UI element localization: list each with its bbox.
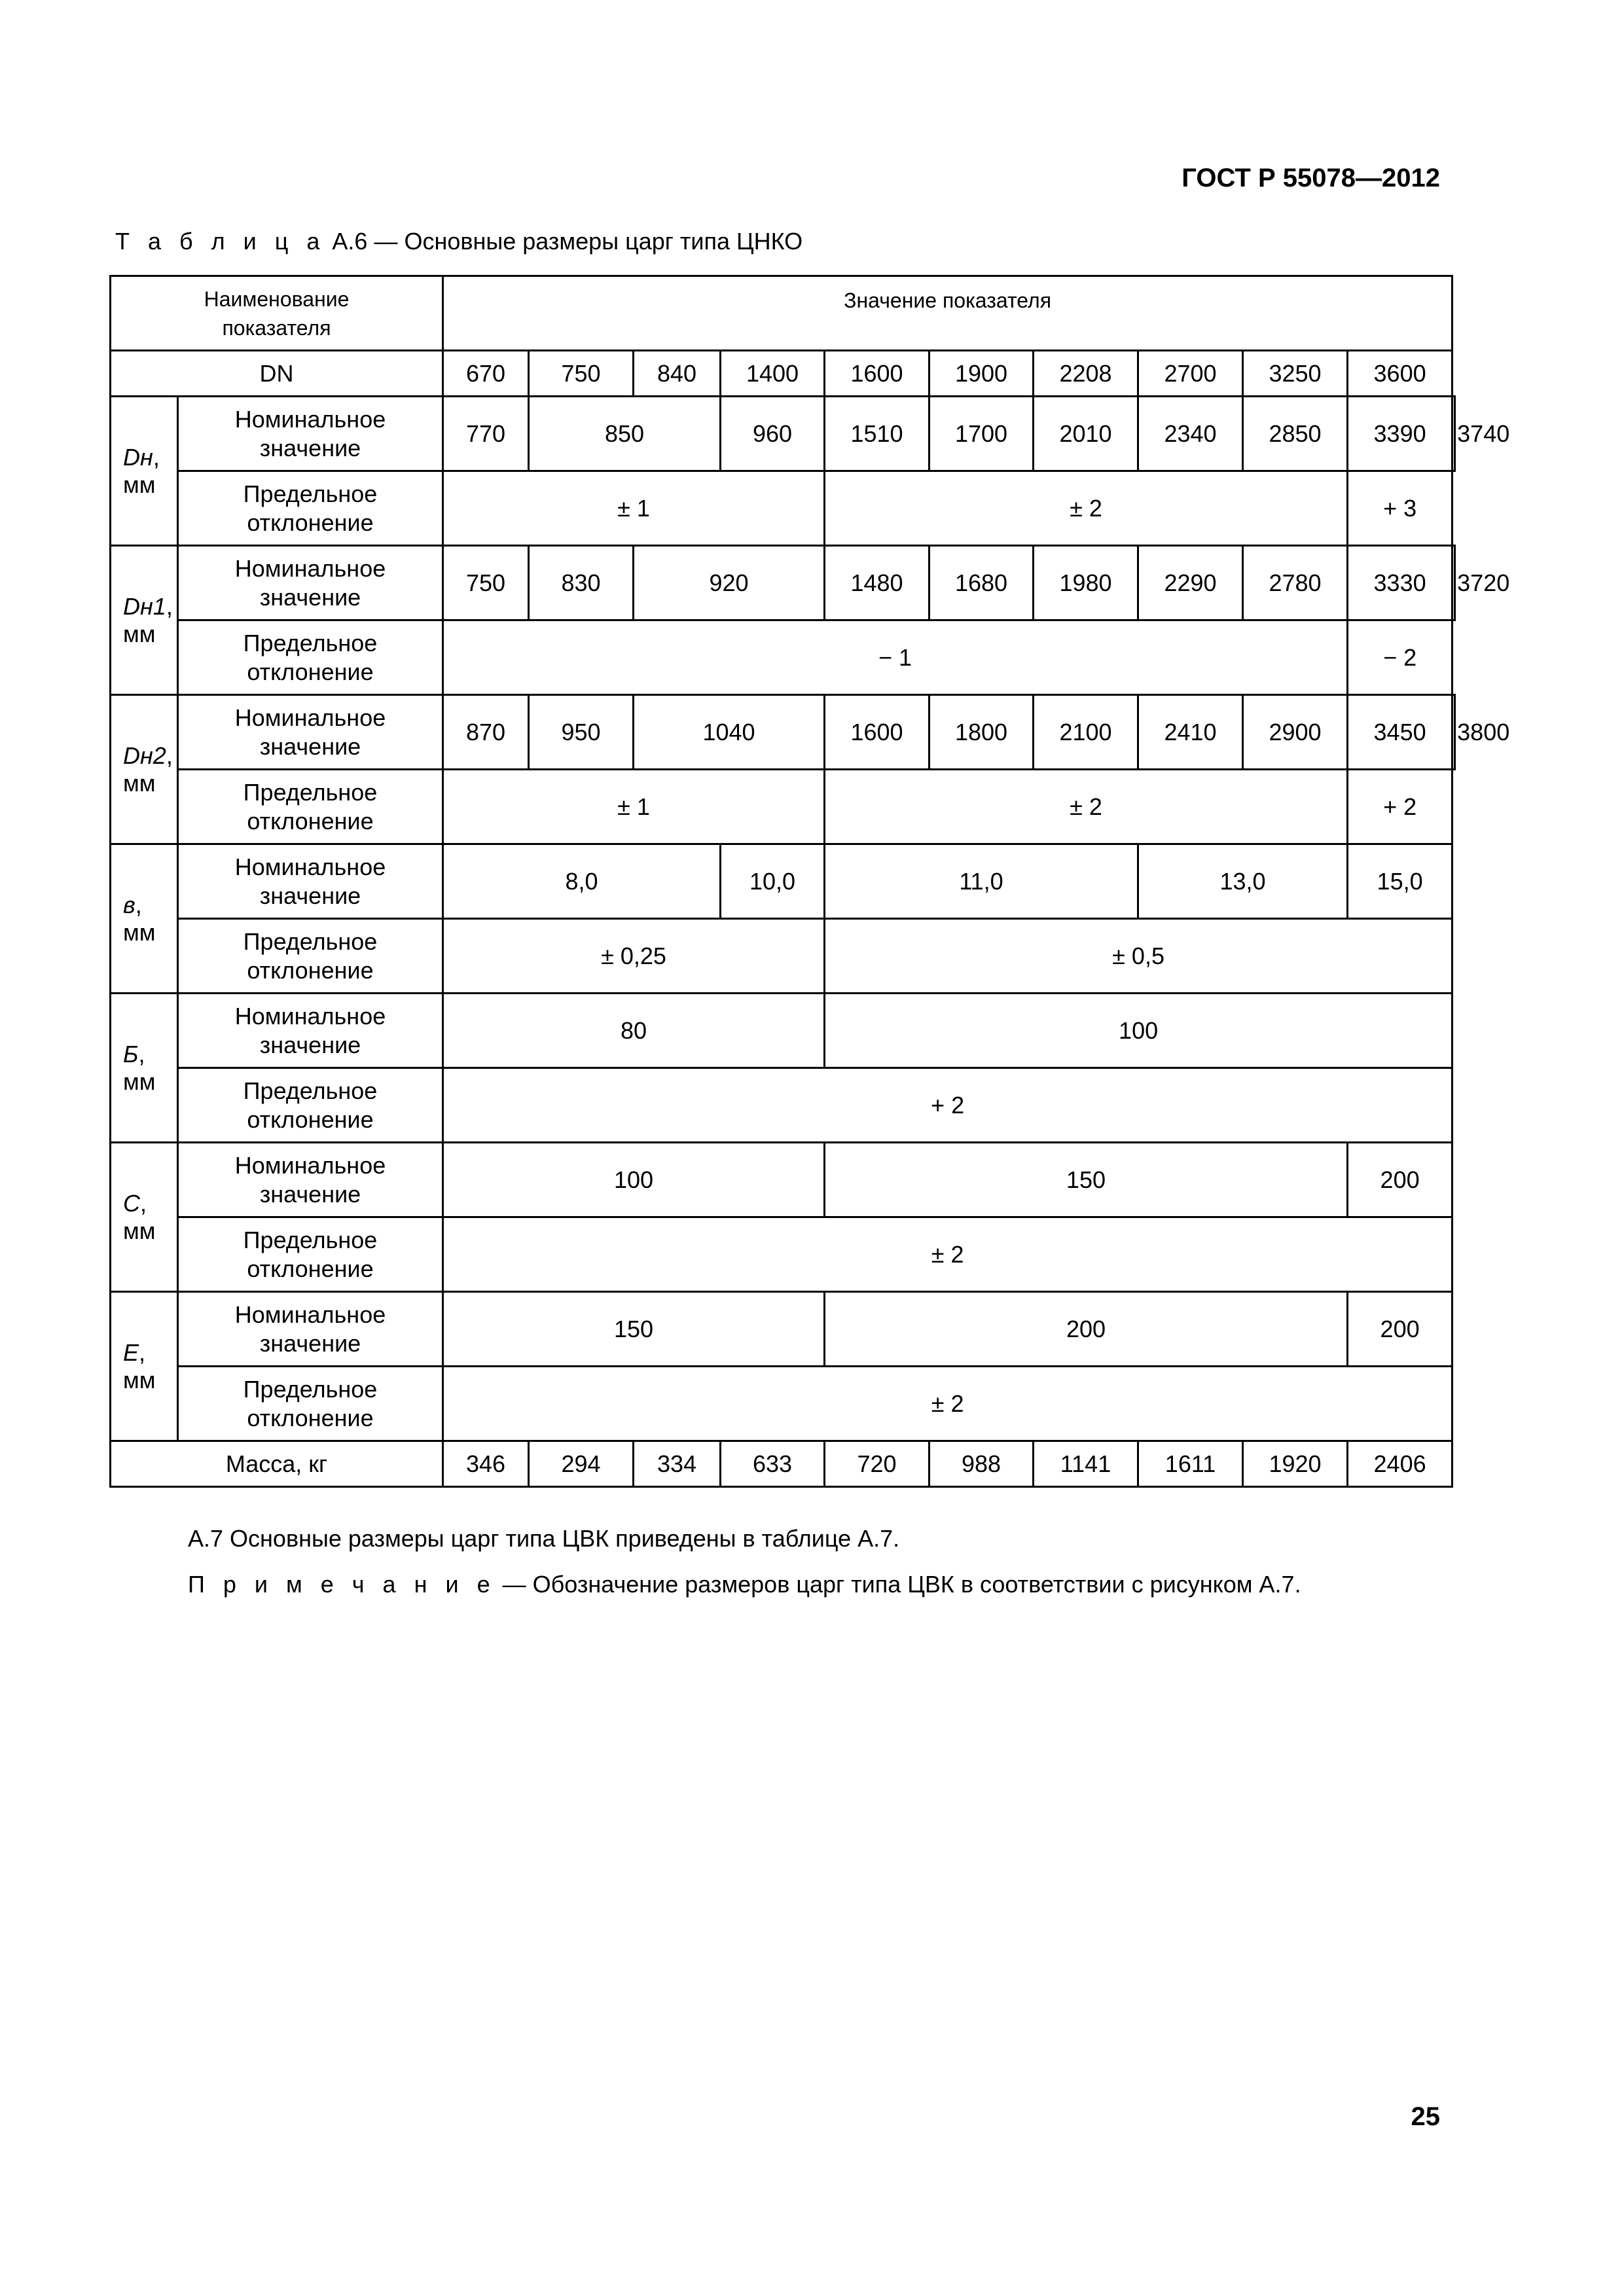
deviation-label-line1: Предельное xyxy=(243,1375,378,1403)
value-cell: 1700 xyxy=(929,397,1034,471)
mass-cell: 334 xyxy=(634,1441,721,1487)
nominal-label xyxy=(178,994,443,1068)
param-v: в, мм xyxy=(111,844,178,994)
nominal-label-line2: значение xyxy=(259,1031,361,1058)
standard-header: ГОСТ Р 55078—2012 xyxy=(1182,164,1440,192)
value-cell: 3450 xyxy=(1348,695,1453,770)
value-cell: 750 xyxy=(443,546,529,620)
note-prefix: П р и м е ч а н и е xyxy=(188,1571,496,1598)
nominal-label-line1: Номинальное xyxy=(234,1300,386,1328)
deviation-label xyxy=(178,471,443,546)
value-cell: 1510 xyxy=(825,397,929,471)
value-cell: 2340 xyxy=(1138,397,1243,471)
table-caption xyxy=(115,228,803,255)
nominal-label-line1: Номинальное xyxy=(234,1002,386,1030)
nominal-label xyxy=(178,397,443,471)
dimensions-table xyxy=(109,275,1510,1488)
value-cell: ± 2 xyxy=(825,471,1348,546)
dn-cell: 2700 xyxy=(1138,351,1243,397)
param-unit: мм xyxy=(123,1366,156,1393)
value-cell: 960 xyxy=(721,397,825,471)
value-cell: 2410 xyxy=(1138,695,1243,770)
mass-cell: 720 xyxy=(825,1441,929,1487)
value-cell: + 2 xyxy=(1348,770,1453,844)
header-name-cell xyxy=(111,276,443,351)
paragraph-a7: А.7 Основные размеры царг типа ЦВК приведены в таблице А.7. xyxy=(188,1525,900,1552)
deviation-label-line1: Предельное xyxy=(243,480,378,507)
deviation-label xyxy=(178,770,443,844)
value-cell: 920 xyxy=(634,546,825,620)
value-cell: − 1 xyxy=(443,620,1348,695)
dn-cell: 3250 xyxy=(1243,351,1348,397)
value-cell: 3720 xyxy=(1453,546,1455,620)
mass-cell: 1611 xyxy=(1138,1441,1243,1487)
value-cell: 13,0 xyxy=(1138,844,1348,919)
header-value-cell: Значение показателя xyxy=(443,276,1453,351)
mass-cell: 1141 xyxy=(1034,1441,1138,1487)
c-deviation-row xyxy=(111,1217,1455,1292)
nominal-label xyxy=(178,1292,443,1367)
value-cell: 2850 xyxy=(1243,397,1348,471)
value-cell: 8,0 xyxy=(443,844,721,919)
value-cell: ± 1 xyxy=(443,471,825,546)
dn-cell: 2208 xyxy=(1034,351,1138,397)
deviation-label xyxy=(178,1217,443,1292)
param-b: Б, мм xyxy=(111,994,178,1143)
value-cell: 2010 xyxy=(1034,397,1138,471)
value-cell: 150 xyxy=(443,1292,825,1367)
dn-cell: 1900 xyxy=(929,351,1034,397)
v-nominal-row xyxy=(111,844,1455,919)
dn-cell: 3600 xyxy=(1348,351,1453,397)
value-cell: 870 xyxy=(443,695,529,770)
param-symbol: Б xyxy=(123,1040,139,1067)
value-cell: 11,0 xyxy=(825,844,1138,919)
param-symbol: С xyxy=(123,1189,140,1217)
param-unit: мм xyxy=(123,769,156,797)
b-nominal-row xyxy=(111,994,1455,1068)
page-number: 25 xyxy=(1411,2102,1440,2131)
mass-cell: 2406 xyxy=(1348,1441,1453,1487)
value-cell: ± 0,25 xyxy=(443,919,825,994)
header-row xyxy=(111,276,1455,351)
nominal-label-line1: Номинальное xyxy=(234,1151,386,1179)
dn-cell: 750 xyxy=(529,351,634,397)
b-deviation-row xyxy=(111,1068,1455,1143)
param-dn-outer: Dн, мм xyxy=(111,397,178,546)
value-cell: 80 xyxy=(443,994,825,1068)
mass-row xyxy=(111,1441,1455,1487)
deviation-label xyxy=(178,1367,443,1441)
deviation-label-line1: Предельное xyxy=(243,1077,378,1104)
param-unit: мм xyxy=(123,471,156,498)
value-cell: 830 xyxy=(529,546,634,620)
dn-row xyxy=(111,351,1455,397)
value-cell: + 3 xyxy=(1348,471,1453,546)
param-symbol: Dн2 xyxy=(123,742,166,769)
nominal-label-line2: значение xyxy=(259,1329,361,1357)
value-cell: − 2 xyxy=(1348,620,1453,695)
value-cell: ± 0,5 xyxy=(825,919,1453,994)
value-cell: ± 2 xyxy=(825,770,1348,844)
param-symbol: в xyxy=(123,891,135,918)
value-cell: 1680 xyxy=(929,546,1034,620)
mass-cell: 633 xyxy=(721,1441,825,1487)
dn2-deviation-row xyxy=(111,770,1455,844)
note xyxy=(188,1571,1301,1598)
value-cell: 3800 xyxy=(1453,695,1455,770)
caption-prefix: Т а б л и ц а xyxy=(115,228,326,255)
value-cell: 15,0 xyxy=(1348,844,1453,919)
value-cell: 200 xyxy=(825,1292,1348,1367)
dn-cell: 1400 xyxy=(721,351,825,397)
mass-cell: 294 xyxy=(529,1441,634,1487)
deviation-label-line1: Предельное xyxy=(243,1226,378,1253)
value-cell: 850 xyxy=(529,397,721,471)
deviation-label-line1: Предельное xyxy=(243,927,378,955)
deviation-label-line2: отклонение xyxy=(247,1105,374,1133)
nominal-label-line1: Номинальное xyxy=(234,704,386,731)
dn2-nominal-row xyxy=(111,695,1455,770)
param-symbol: Е xyxy=(123,1338,139,1366)
value-cell: 200 xyxy=(1348,1292,1453,1367)
deviation-label-line2: отклонение xyxy=(247,1255,374,1282)
dn1-deviation-row xyxy=(111,620,1455,695)
value-cell: 2780 xyxy=(1243,546,1348,620)
param-unit: мм xyxy=(123,918,156,946)
v-deviation-row xyxy=(111,919,1455,994)
nominal-label xyxy=(178,546,443,620)
param-e: Е, мм xyxy=(111,1292,178,1441)
deviation-label-line2: отклонение xyxy=(247,509,374,536)
value-cell: 770 xyxy=(443,397,529,471)
deviation-label-line2: отклонение xyxy=(247,1404,374,1431)
param-unit: мм xyxy=(123,1217,156,1244)
value-cell: 1800 xyxy=(929,695,1034,770)
deviation-label xyxy=(178,919,443,994)
c-nominal-row xyxy=(111,1143,1455,1217)
value-cell: 3330 xyxy=(1348,546,1453,620)
deviation-label-line2: отклонение xyxy=(247,807,374,834)
value-cell: 100 xyxy=(825,994,1453,1068)
mass-cell: 988 xyxy=(929,1441,1034,1487)
nominal-label xyxy=(178,1143,443,1217)
dn-cell: 670 xyxy=(443,351,529,397)
deviation-label xyxy=(178,1068,443,1143)
nominal-label-line1: Номинальное xyxy=(234,405,386,433)
deviation-label-line2: отклонение xyxy=(247,658,374,685)
value-cell: 10,0 xyxy=(721,844,825,919)
dn-label: DN xyxy=(111,351,443,397)
value-cell: 950 xyxy=(529,695,634,770)
param-c: С, мм xyxy=(111,1143,178,1292)
param-symbol: Dн xyxy=(123,443,153,471)
note-text: — Обозначение размеров царг типа ЦВК в соответствии с рисунком А.7. xyxy=(496,1571,1301,1598)
nominal-label-line1: Номинальное xyxy=(234,554,386,582)
value-cell: 150 xyxy=(825,1143,1348,1217)
param-unit: мм xyxy=(123,1067,156,1095)
nominal-label xyxy=(178,695,443,770)
deviation-label-line2: отклонение xyxy=(247,956,374,984)
header-name-line1: Наименование xyxy=(204,287,350,311)
dn1-nominal-row xyxy=(111,546,1455,620)
value-cell: 1480 xyxy=(825,546,929,620)
dn-outer-deviation-row xyxy=(111,471,1455,546)
param-dn1: Dн1, мм xyxy=(111,546,178,695)
nominal-label-line2: значение xyxy=(259,732,361,760)
param-dn2: Dн2, мм xyxy=(111,695,178,844)
dn-cell: 840 xyxy=(634,351,721,397)
nominal-label-line2: значение xyxy=(259,583,361,611)
caption-text: А.6 — Основные размеры царг типа ЦНКО xyxy=(325,228,803,255)
deviation-label xyxy=(178,620,443,695)
mass-label: Масса, кг xyxy=(111,1441,443,1487)
value-cell: 2290 xyxy=(1138,546,1243,620)
value-cell: 1040 xyxy=(634,695,825,770)
mass-cell: 1920 xyxy=(1243,1441,1348,1487)
value-cell: ± 2 xyxy=(443,1367,1453,1441)
nominal-label-line2: значение xyxy=(259,882,361,909)
value-cell: 100 xyxy=(443,1143,825,1217)
header-name-line2: показателя xyxy=(222,315,331,340)
e-deviation-row xyxy=(111,1367,1455,1441)
nominal-label xyxy=(178,844,443,919)
e-nominal-row xyxy=(111,1292,1455,1367)
nominal-label-line1: Номинальное xyxy=(234,853,386,880)
deviation-label-line1: Предельное xyxy=(243,629,378,656)
value-cell: 1600 xyxy=(825,695,929,770)
nominal-label-line2: значение xyxy=(259,1180,361,1208)
value-cell: + 2 xyxy=(443,1068,1453,1143)
param-unit: мм xyxy=(123,620,156,647)
param-symbol: Dн1 xyxy=(123,592,166,620)
value-cell: 200 xyxy=(1348,1143,1453,1217)
value-cell: 1980 xyxy=(1034,546,1138,620)
value-cell: 3390 xyxy=(1348,397,1453,471)
deviation-label-line1: Предельное xyxy=(243,778,378,806)
value-cell: 3740 xyxy=(1453,397,1455,471)
dn-outer-nominal-row xyxy=(111,397,1455,471)
value-cell: ± 1 xyxy=(443,770,825,844)
mass-cell: 346 xyxy=(443,1441,529,1487)
nominal-label-line2: значение xyxy=(259,434,361,461)
value-cell: 2900 xyxy=(1243,695,1348,770)
dn-cell: 1600 xyxy=(825,351,929,397)
value-cell: 2100 xyxy=(1034,695,1138,770)
value-cell: ± 2 xyxy=(443,1217,1453,1292)
